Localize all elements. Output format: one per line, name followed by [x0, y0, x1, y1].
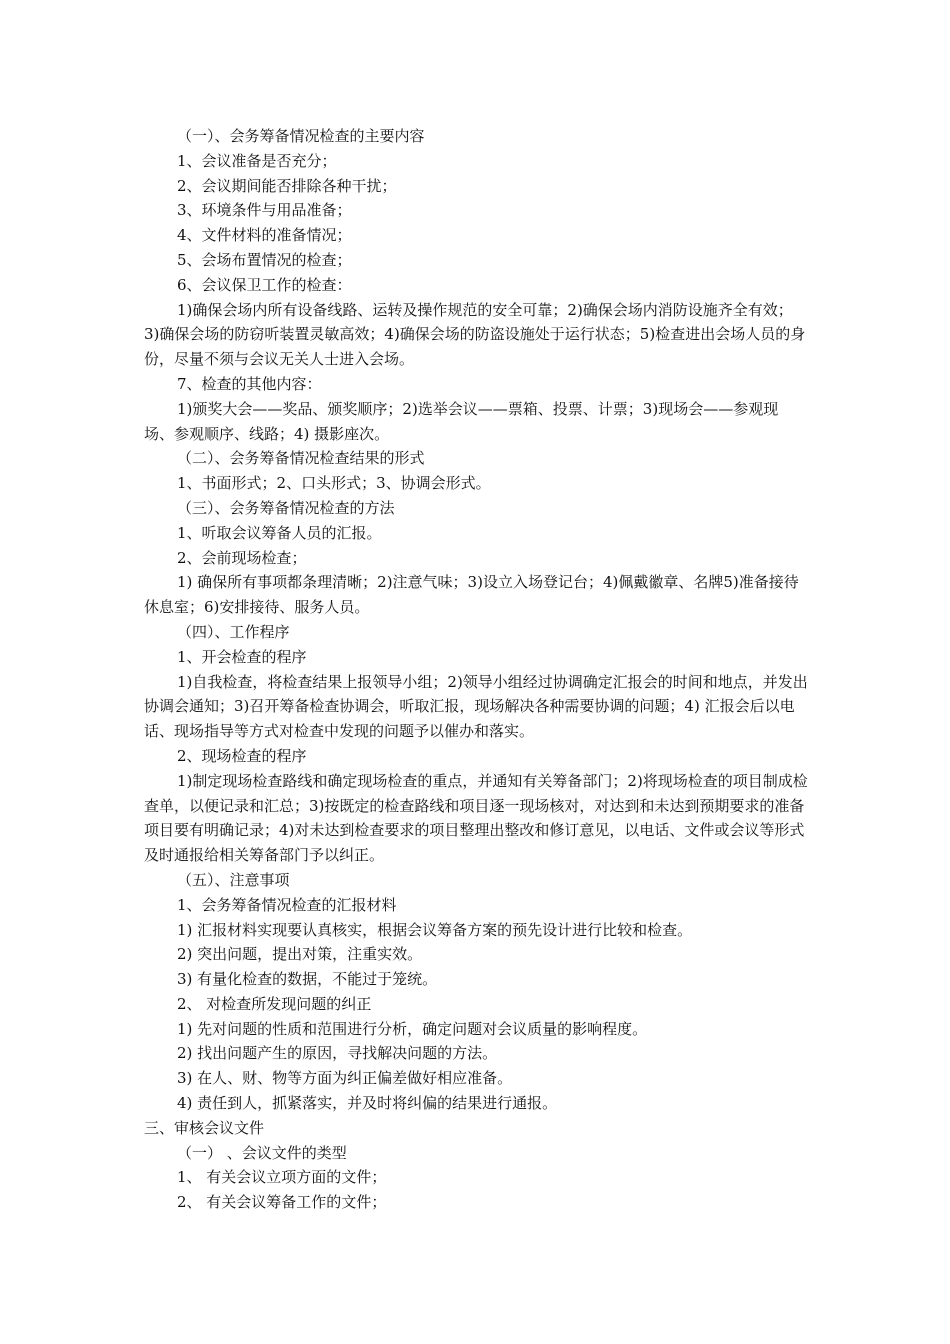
section-heading: （四）、工作程序 [177, 622, 290, 641]
section-heading: （二）、会务筹备情况检查结果的形式 [177, 449, 425, 468]
list-item: 2、现场检查的程序 [177, 746, 307, 765]
list-item: 5、会场布置情况的检查； [177, 250, 352, 269]
list-item: 2、 有关会议筹备工作的文件； [177, 1193, 387, 1212]
list-item: 2) 找出问题产生的原因，寻找解决问题的方法。 [177, 1044, 498, 1063]
list-item: 3、环境条件与用品准备； [177, 201, 352, 220]
list-item: 1、听取会议筹备人员的汇报。 [177, 523, 382, 542]
section-heading: （三）、会务筹备情况检查的方法 [177, 498, 395, 517]
section-heading: （五）、注意事项 [177, 870, 290, 889]
list-item: 1、开会检查的程序 [177, 647, 307, 666]
list-item: 2、会议期间能否排除各种干扰； [177, 176, 397, 195]
body-paragraph: 1)自我检查，将检查结果上报领导小组；2)领导小组经过协调确定汇报会的时间和地点，并发出协调会通知；3)召开筹备检查协调会，听取汇报，现场解决各种需要协调的问题；4) 汇报会后以电话、现场指导等方式对检查中发现的问题予以催办和落实。 [144, 672, 808, 741]
list-item: 1) 汇报材料实现要认真核实，根据会议筹备方案的预先设计进行比较和检查。 [177, 920, 693, 939]
list-item: 4、文件材料的准备情况； [177, 226, 352, 245]
list-item: 3) 在人、财、物等方面为纠正偏差做好相应准备。 [177, 1069, 513, 1088]
list-item: 4) 责任到人，抓紧落实，并及时将纠偏的结果进行通报。 [177, 1094, 558, 1113]
body-paragraph: 1)颁奖大会——奖品、颁奖顺序；2)选举会议——票箱、投票、计票；3)现场会——参观现场、参观顺序、线路；4) 摄影座次。 [144, 399, 779, 443]
list-item: 1、 有关会议立项方面的文件； [177, 1168, 387, 1187]
list-item: 3) 有量化检查的数据，不能过于笼统。 [177, 970, 438, 989]
section-heading: （一）、会务筹备情况检查的主要内容 [177, 127, 425, 145]
list-item: 2、 对检查所发现问题的纠正 [177, 994, 372, 1013]
list-item: 2、会前现场检查； [177, 548, 307, 567]
body-paragraph: 1)确保会场内所有设备线路、运转及操作规范的安全可靠；2)确保会场内消防设施齐全有效；3)确保会场的防窃听装置灵敏高效；4)确保会场的防盗设施处于运行状态；5)检查进出会场人员的身份，尽量不须与会议无关人士进入会场。 [144, 300, 806, 369]
list-item: 1、会议准备是否充分； [177, 151, 337, 170]
list-item: 6、会议保卫工作的检查： [177, 275, 352, 294]
list-item: 1、会务筹备情况检查的汇报材料 [177, 895, 397, 914]
chapter-heading: 三、审核会议文件 [144, 1118, 265, 1137]
section-heading: （一） 、会议文件的类型 [177, 1143, 347, 1162]
list-item: 1、书面形式；2、口头形式；3、协调会形式。 [177, 474, 491, 493]
list-item: 1) 先对问题的性质和范围进行分析，确定问题对会议质量的影响程度。 [177, 1019, 648, 1038]
body-paragraph: 1)制定现场检查路线和确定现场检查的重点，并通知有关筹备部门；2)将现场检查的项目制成检查单，以便记录和汇总；3)按既定的检查路线和项目逐一现场核对，对达到和未达到预期要求的准备项目要有明确记录；4)对未达到检查要求的项目整理出整改和修订意见，以电话、文件或会议等形式及时通报给相关筹备部门予以纠正。 [144, 771, 808, 865]
list-item: 2) 突出问题，提出对策，注重实效。 [177, 945, 423, 964]
document-page [144, 124, 808, 1215]
list-item: 7、检查的其他内容： [177, 374, 322, 393]
body-paragraph: 1) 确保所有事项都条理清晰；2)注意气味；3)设立入场登记台；4)佩戴徽章、名牌5)准备接待休息室；6)安排接待、服务人员。 [144, 573, 799, 617]
